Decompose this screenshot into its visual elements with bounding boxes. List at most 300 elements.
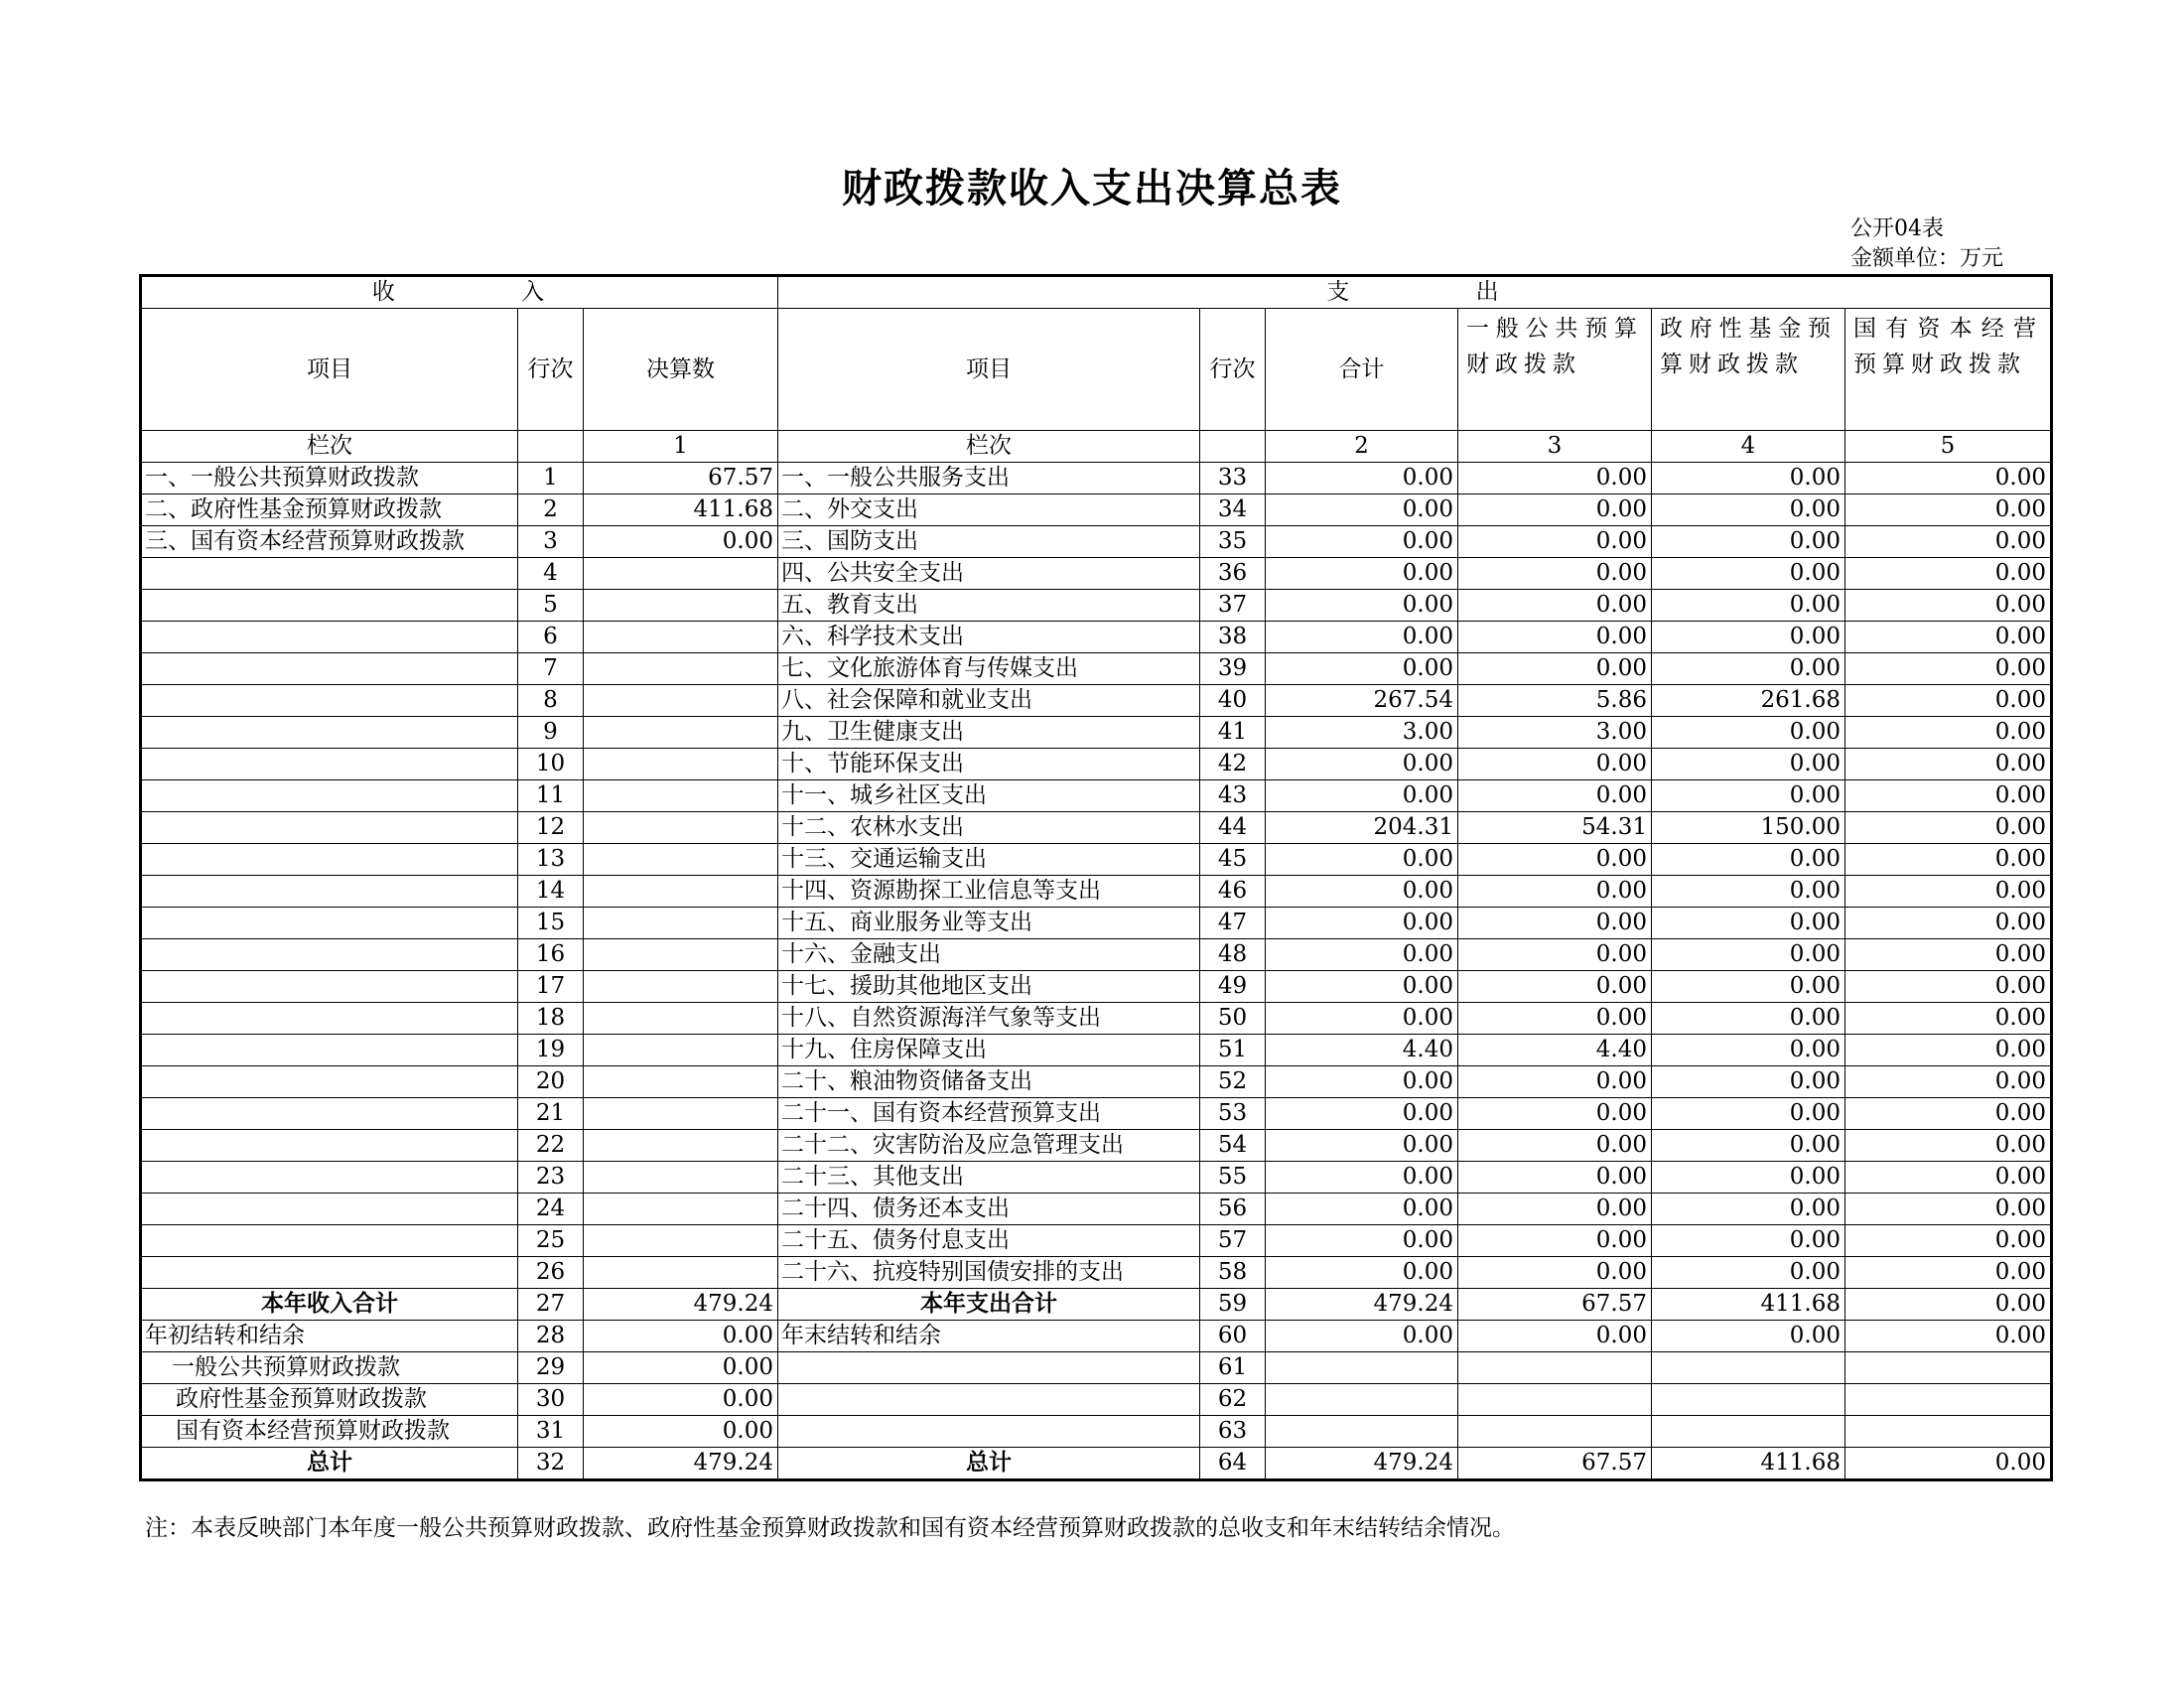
income-row-no: 4 [518,558,584,590]
income-row-no: 7 [518,653,584,685]
income-item [141,876,518,908]
general-budget-amount: 0.00 [1458,908,1652,939]
expense-item: 二十四、债务还本支出 [778,1194,1200,1225]
expense-item: 一、一般公共服务支出 [778,463,1200,494]
table-row [141,844,2052,876]
general-budget-amount: 3.00 [1458,717,1652,749]
table-row [141,1194,2052,1225]
income-row-no: 25 [518,1225,584,1257]
expense-item: 十二、农林水支出 [778,812,1200,844]
income-item: 年初结转和结余 [141,1321,518,1352]
expense-row-no: 55 [1200,1162,1266,1194]
expense-row-no: 34 [1200,494,1266,526]
income-row-no: 18 [518,1003,584,1035]
expense-item: 八、社会保障和就业支出 [778,685,1200,717]
income-item: 一、一般公共预算财政拨款 [141,463,518,494]
expense-total: 0.00 [1266,749,1458,780]
income-amount [584,1003,778,1035]
table-row [141,1035,2052,1066]
fund-budget-amount: 0.00 [1652,1194,1845,1225]
income-item [141,1162,518,1194]
general-budget-amount: 0.00 [1458,1194,1652,1225]
expense-item: 十四、资源勘探工业信息等支出 [778,876,1200,908]
expense-item [778,1384,1200,1416]
capital-budget-amount: 0.00 [1845,1003,2052,1035]
general-budget-amount [1458,1384,1652,1416]
expense-item: 十五、商业服务业等支出 [778,908,1200,939]
income-row-no: 3 [518,526,584,558]
expense-total [1266,1416,1458,1448]
expense-item: 七、文化旅游体育与传媒支出 [778,653,1200,685]
column-header-row [141,309,2052,431]
general-budget-amount: 0.00 [1458,1321,1652,1352]
carry-row [141,1321,2052,1352]
income-row-no: 28 [518,1321,584,1352]
fund-budget-amount: 0.00 [1652,526,1845,558]
income-row-no: 10 [518,749,584,780]
table-row [141,876,2052,908]
income-amount [584,749,778,780]
capital-budget-amount: 0.00 [1845,780,2052,812]
income-item: 一般公共预算财政拨款 [141,1352,518,1384]
general-budget-amount: 54.31 [1458,812,1652,844]
income-row-no: 17 [518,971,584,1003]
expense-row-no: 41 [1200,717,1266,749]
income-amount [584,1194,778,1225]
capital-budget-amount: 0.00 [1845,653,2052,685]
fund-budget-amount [1652,1416,1845,1448]
expense-item: 十六、金融支出 [778,939,1200,971]
capital-budget-amount: 0.00 [1845,1035,2052,1066]
income-item [141,749,518,780]
capital-budget-header: 国有资本经营预算财政拨款 [1845,309,2052,431]
expense-total: 0.00 [1266,653,1458,685]
fund-budget-amount: 0.00 [1652,463,1845,494]
general-budget-amount: 5.86 [1458,685,1652,717]
income-row-no: 5 [518,590,584,622]
expense-item: 年末结转和结余 [778,1321,1200,1352]
fund-budget-amount: 0.00 [1652,1225,1845,1257]
income-row-no: 13 [518,844,584,876]
general-budget-amount: 0.00 [1458,558,1652,590]
income-amount [584,1130,778,1162]
capital-budget-amount: 0.00 [1845,939,2052,971]
income-amount [584,717,778,749]
capital-budget-amount: 0.00 [1845,1162,2052,1194]
table-row [141,653,2052,685]
general-budget-amount: 0.00 [1458,749,1652,780]
income-amount [584,622,778,653]
income-item [141,1003,518,1035]
income-amount: 0.00 [584,1321,778,1352]
income-row-no: 27 [518,1289,584,1321]
income-row-no: 31 [518,1416,584,1448]
income-item [141,971,518,1003]
column-number-4: 4 [1652,431,1845,463]
income-item [141,1098,518,1130]
expense-row-no: 56 [1200,1194,1266,1225]
expense-row-no: 50 [1200,1003,1266,1035]
expense-total: 0.00 [1266,1257,1458,1289]
general-budget-amount [1458,1352,1652,1384]
income-row-no: 15 [518,908,584,939]
income-row-no: 32 [518,1448,584,1480]
expense-item: 九、卫生健康支出 [778,717,1200,749]
income-row-no: 29 [518,1352,584,1384]
fund-budget-amount: 0.00 [1652,1162,1845,1194]
income-row-no: 22 [518,1130,584,1162]
capital-budget-amount: 0.00 [1845,1289,2052,1321]
carry-row [141,1384,2052,1416]
fund-budget-amount: 0.00 [1652,1098,1845,1130]
capital-budget-amount: 0.00 [1845,1225,2052,1257]
expense-row-no: 48 [1200,939,1266,971]
column-number-empty [518,431,584,463]
general-budget-amount: 0.00 [1458,494,1652,526]
income-row-no: 23 [518,1162,584,1194]
expense-total: 0.00 [1266,1162,1458,1194]
column-number-5: 5 [1845,431,2052,463]
income-amount-header: 决算数 [584,309,778,431]
fund-budget-amount: 0.00 [1652,717,1845,749]
income-amount [584,590,778,622]
general-budget-amount: 0.00 [1458,844,1652,876]
income-item: 三、国有资本经营预算财政拨款 [141,526,518,558]
table-row [141,908,2052,939]
income-amount: 0.00 [584,1384,778,1416]
expense-row-no: 45 [1200,844,1266,876]
income-amount: 0.00 [584,1416,778,1448]
income-row-no: 19 [518,1035,584,1066]
income-amount: 479.24 [584,1448,778,1480]
expense-row-no: 33 [1200,463,1266,494]
capital-budget-amount: 0.00 [1845,622,2052,653]
general-budget-amount: 67.57 [1458,1289,1652,1321]
fund-budget-amount: 0.00 [1652,876,1845,908]
general-budget-amount: 0.00 [1458,1225,1652,1257]
income-amount [584,685,778,717]
expense-row-no: 35 [1200,526,1266,558]
expense-row-no: 51 [1200,1035,1266,1066]
column-number-1: 1 [584,431,778,463]
expense-row-no: 64 [1200,1448,1266,1480]
section-header-row [141,276,2052,309]
capital-budget-amount: 0.00 [1845,463,2052,494]
income-amount: 0.00 [584,1352,778,1384]
capital-budget-amount: 0.00 [1845,1098,2052,1130]
expense-item: 十七、援助其他地区支出 [778,971,1200,1003]
column-number-empty [1200,431,1266,463]
income-item [141,622,518,653]
expense-item: 二十六、抗疫特别国债安排的支出 [778,1257,1200,1289]
general-budget-amount: 0.00 [1458,1162,1652,1194]
income-item: 政府性基金预算财政拨款 [141,1384,518,1416]
general-budget-amount: 0.00 [1458,1066,1652,1098]
expense-row-no: 59 [1200,1289,1266,1321]
income-row-no-header: 行次 [518,309,584,431]
income-amount [584,876,778,908]
capital-budget-amount: 0.00 [1845,1130,2052,1162]
income-item [141,1257,518,1289]
capital-budget-amount [1845,1352,2052,1384]
income-item: 本年收入合计 [141,1289,518,1321]
expense-item-header: 项目 [778,309,1200,431]
expense-total: 0.00 [1266,1098,1458,1130]
expense-item: 三、国防支出 [778,526,1200,558]
income-row-no: 1 [518,463,584,494]
income-amount [584,1257,778,1289]
income-item [141,1035,518,1066]
general-budget-amount: 4.40 [1458,1035,1652,1066]
capital-budget-amount: 0.00 [1845,590,2052,622]
general-budget-amount: 0.00 [1458,526,1652,558]
expense-total: 0.00 [1266,1066,1458,1098]
income-row-no: 11 [518,780,584,812]
year-total-row [141,1289,2052,1321]
income-item [141,908,518,939]
income-amount: 411.68 [584,494,778,526]
fund-budget-amount: 150.00 [1652,812,1845,844]
table-row [141,526,2052,558]
expense-total: 0.00 [1266,908,1458,939]
income-row-no: 2 [518,494,584,526]
expense-total: 0.00 [1266,622,1458,653]
income-row-no: 30 [518,1384,584,1416]
table-row [141,558,2052,590]
income-item [141,1066,518,1098]
general-budget-amount: 0.00 [1458,463,1652,494]
expense-item: 十一、城乡社区支出 [778,780,1200,812]
income-amount [584,971,778,1003]
table-row [141,1130,2052,1162]
expense-item [778,1352,1200,1384]
table-row [141,971,2052,1003]
table-row [141,1098,2052,1130]
capital-budget-amount: 0.00 [1845,717,2052,749]
income-amount [584,653,778,685]
expense-total: 0.00 [1266,1225,1458,1257]
fund-budget-amount: 261.68 [1652,685,1845,717]
expense-row-no: 47 [1200,908,1266,939]
capital-budget-amount [1845,1416,2052,1448]
expense-item: 十、节能环保支出 [778,749,1200,780]
expense-row-no: 36 [1200,558,1266,590]
general-budget-amount: 0.00 [1458,780,1652,812]
expense-row-no: 63 [1200,1416,1266,1448]
income-item [141,939,518,971]
capital-budget-amount: 0.00 [1845,1194,2052,1225]
general-budget-amount: 0.00 [1458,1130,1652,1162]
fund-budget-amount: 0.00 [1652,622,1845,653]
fund-budget-amount: 0.00 [1652,1321,1845,1352]
fund-budget-amount: 0.00 [1652,908,1845,939]
table-row [141,717,2052,749]
expense-row-no: 58 [1200,1257,1266,1289]
expense-total: 267.54 [1266,685,1458,717]
carry-row [141,1352,2052,1384]
expense-total: 479.24 [1266,1289,1458,1321]
income-amount [584,908,778,939]
fund-budget-amount: 0.00 [1652,494,1845,526]
capital-budget-amount: 0.00 [1845,749,2052,780]
income-item [141,717,518,749]
general-budget-amount: 0.00 [1458,1098,1652,1130]
table-row [141,685,2052,717]
expense-row-no: 57 [1200,1225,1266,1257]
general-budget-amount [1458,1416,1652,1448]
income-item [141,590,518,622]
income-item: 国有资本经营预算财政拨款 [141,1416,518,1448]
expense-total: 0.00 [1266,526,1458,558]
capital-budget-amount: 0.00 [1845,526,2052,558]
expense-total: 0.00 [1266,876,1458,908]
income-amount [584,1225,778,1257]
expense-total [1266,1384,1458,1416]
table-row [141,494,2052,526]
income-item [141,780,518,812]
general-budget-amount: 0.00 [1458,1257,1652,1289]
amount-unit: 金额单位：万元 [1850,246,2004,271]
expense-row-no-header: 行次 [1200,309,1266,431]
income-item [141,685,518,717]
fund-budget-amount: 0.00 [1652,971,1845,1003]
table-row [141,939,2052,971]
table-row [141,1257,2052,1289]
capital-budget-amount: 0.00 [1845,1066,2052,1098]
expense-total: 204.31 [1266,812,1458,844]
fund-budget-amount: 0.00 [1652,558,1845,590]
income-item [141,1130,518,1162]
expense-total: 479.24 [1266,1448,1458,1480]
expense-section-header: 支 出 [778,276,2052,309]
income-row-no: 21 [518,1098,584,1130]
page-title: 财政拨款收入支出决算总表 [842,166,1342,211]
expense-total [1266,1352,1458,1384]
income-amount [584,844,778,876]
budget-summary-table [139,274,2053,1481]
capital-budget-amount: 0.00 [1845,1448,2052,1480]
general-budget-amount: 0.00 [1458,876,1652,908]
table-row [141,463,2052,494]
income-amount [584,1098,778,1130]
expense-item: 二十、粮油物资储备支出 [778,1066,1200,1098]
fund-budget-amount: 0.00 [1652,844,1845,876]
income-amount: 0.00 [584,526,778,558]
capital-budget-amount: 0.00 [1845,971,2052,1003]
general-budget-amount: 0.00 [1458,622,1652,653]
income-amount [584,780,778,812]
income-item [141,653,518,685]
form-number: 公开04表 [1850,216,1944,241]
table-row [141,749,2052,780]
income-item: 二、政府性基金预算财政拨款 [141,494,518,526]
income-item [141,844,518,876]
income-section-header: 收 入 [141,276,778,309]
expense-item [778,1416,1200,1448]
expense-total: 0.00 [1266,939,1458,971]
expense-total: 0.00 [1266,1321,1458,1352]
income-amount: 479.24 [584,1289,778,1321]
expense-total: 0.00 [1266,1003,1458,1035]
column-number-row [141,431,2052,463]
income-row-no: 6 [518,622,584,653]
expense-row-no: 60 [1200,1321,1266,1352]
expense-row-no: 44 [1200,812,1266,844]
table-row [141,1225,2052,1257]
expense-total: 0.00 [1266,1130,1458,1162]
expense-row-no: 54 [1200,1130,1266,1162]
fund-budget-amount: 0.00 [1652,1003,1845,1035]
income-row-no: 12 [518,812,584,844]
fund-budget-amount: 0.00 [1652,1257,1845,1289]
expense-total: 3.00 [1266,717,1458,749]
income-row-no: 24 [518,1194,584,1225]
expense-row-no: 43 [1200,780,1266,812]
table-row [141,812,2052,844]
table-row [141,590,2052,622]
carry-row [141,1416,2052,1448]
capital-budget-amount: 0.00 [1845,1257,2052,1289]
income-item: 总计 [141,1448,518,1480]
fund-budget-amount: 0.00 [1652,1066,1845,1098]
income-row-no: 20 [518,1066,584,1098]
capital-budget-amount: 0.00 [1845,494,2052,526]
income-item-header: 项目 [141,309,518,431]
general-budget-header: 一般公共预算财政拨款 [1458,309,1652,431]
expense-row-no: 37 [1200,590,1266,622]
fund-budget-amount: 0.00 [1652,1130,1845,1162]
income-amount [584,812,778,844]
income-amount [584,1035,778,1066]
fund-budget-amount: 0.00 [1652,590,1845,622]
expense-total: 0.00 [1266,971,1458,1003]
expense-item: 二十一、国有资本经营预算支出 [778,1098,1200,1130]
fund-budget-amount: 0.00 [1652,749,1845,780]
expense-row-no: 62 [1200,1384,1266,1416]
expense-row-no: 40 [1200,685,1266,717]
expense-item: 十八、自然资源海洋气象等支出 [778,1003,1200,1035]
income-item [141,1225,518,1257]
expense-total: 0.00 [1266,780,1458,812]
fund-budget-header: 政府性基金预算财政拨款 [1652,309,1845,431]
general-budget-amount: 0.00 [1458,939,1652,971]
income-row-no: 8 [518,685,584,717]
expense-row-no: 52 [1200,1066,1266,1098]
expense-row-no: 53 [1200,1098,1266,1130]
expense-item: 二、外交支出 [778,494,1200,526]
expense-item: 六、科学技术支出 [778,622,1200,653]
expense-total: 0.00 [1266,463,1458,494]
expense-total: 0.00 [1266,558,1458,590]
general-budget-amount: 0.00 [1458,1003,1652,1035]
income-item [141,812,518,844]
income-amount: 67.57 [584,463,778,494]
expense-item: 二十五、债务付息支出 [778,1225,1200,1257]
general-budget-amount: 67.57 [1458,1448,1652,1480]
capital-budget-amount [1845,1384,2052,1416]
expense-row-no: 61 [1200,1352,1266,1384]
general-budget-amount: 0.00 [1458,653,1652,685]
general-budget-amount: 0.00 [1458,590,1652,622]
capital-budget-amount: 0.00 [1845,1321,2052,1352]
capital-budget-amount: 0.00 [1845,558,2052,590]
capital-budget-amount: 0.00 [1845,844,2052,876]
expense-item: 十三、交通运输支出 [778,844,1200,876]
expense-row-no: 38 [1200,622,1266,653]
general-budget-amount: 0.00 [1458,971,1652,1003]
expense-row-no: 42 [1200,749,1266,780]
income-amount [584,939,778,971]
